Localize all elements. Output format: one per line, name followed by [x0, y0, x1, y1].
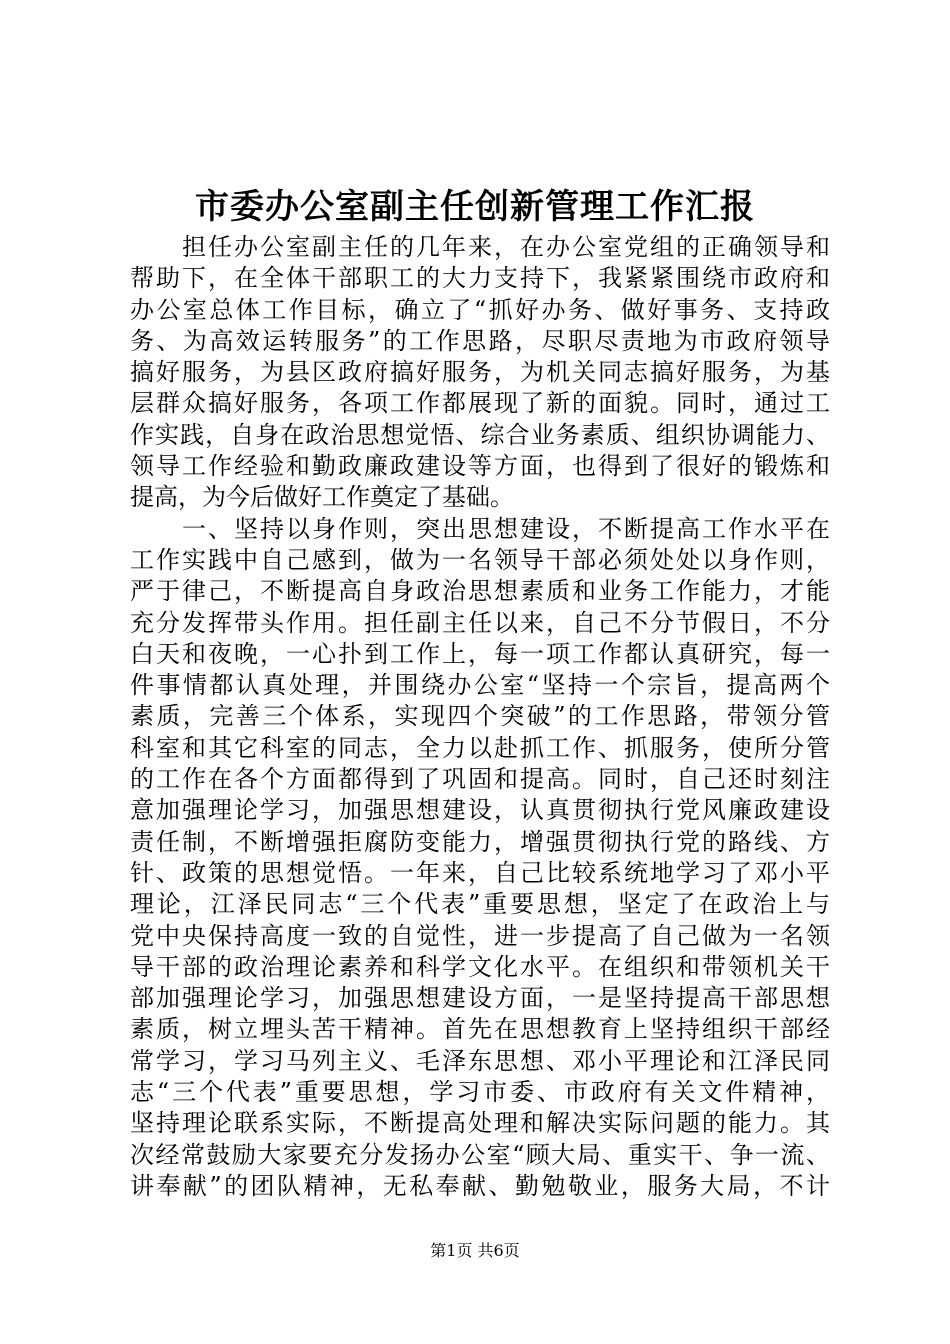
body-line: 工作实践中自己感到，做为一名领导干部必须处处以身作则，	[130, 545, 830, 574]
body-line: 科室和其它科室的同志，全力以赴抓工作、抓服务，使所分管	[130, 733, 830, 762]
body-line: 意加强理论学习，加强思想建设，认真贯彻执行党风廉政建设	[130, 796, 830, 825]
body-line: 责任制，不断增强拒腐防变能力，增强贯彻执行党的路线、方	[130, 827, 830, 856]
body-line: 作实践，自身在政治思想觉悟、综合业务素质、组织协调能力、	[130, 420, 830, 449]
body-line: 讲奉献”的团队精神，无私奉献、勤勉敬业，服务大局，不计	[130, 1171, 830, 1200]
body-line: 次经常鼓励大家要充分发扬办公室“顾大局、重实干、争一流、	[130, 1140, 830, 1169]
body-line: 层群众搞好服务，各项工作都展现了新的面貌。同时，通过工	[130, 389, 830, 418]
body-line: 办公室总体工作目标，确立了“抓好办务、做好事务、支持政	[130, 295, 830, 324]
body-line: 一、坚持以身作则，突出思想建设，不断提高工作水平在	[130, 514, 830, 543]
body-line: 针、政策的思想觉悟。一年来，自己比较系统地学习了邓小平	[130, 858, 830, 887]
document-title: 市委办公室副主任创新管理工作汇报	[195, 187, 755, 227]
body-line: 帮助下，在全体干部职工的大力支持下，我紧紧围绕市政府和	[130, 264, 830, 293]
body-line: 领导工作经验和勤政廉政建设等方面，也得到了很好的锻炼和	[130, 452, 830, 481]
body-line: 导干部的政治理论素养和科学文化水平。在组织和带领机关干	[130, 952, 830, 981]
body-line: 搞好服务，为县区政府搞好服务，为机关同志搞好服务，为基	[130, 358, 830, 387]
body-line: 志“三个代表”重要思想，学习市委、市政府有关文件精神，	[130, 1078, 830, 1107]
body-line: 常学习，学习马列主义、毛泽东思想、邓小平理论和江泽民同	[130, 1046, 830, 1075]
body-line: 件事情都认真处理，并围绕办公室“坚持一个宗旨，提高两个	[130, 671, 830, 700]
body-line: 部加强理论学习，加强思想建设方面，一是坚持提高干部思想	[130, 984, 830, 1013]
page-footer: 第1页 共6页	[430, 1241, 520, 1260]
body-line: 务、为高效运转服务”的工作思路，尽职尽责地为市政府领导	[130, 326, 830, 355]
body-line: 的工作在各个方面都得到了巩固和提高。同时，自己还时刻注	[130, 765, 830, 794]
body-line: 充分发挥带头作用。担任副主任以来，自己不分节假日，不分	[130, 608, 830, 637]
body-line: 党中央保持高度一致的自觉性，进一步提高了自己做为一名领	[130, 921, 830, 950]
body-line: 提高，为今后做好工作奠定了基础。	[130, 483, 514, 512]
document-body	[130, 232, 830, 1202]
body-line: 白天和夜晚，一心扑到工作上，每一项工作都认真研究，每一	[130, 639, 830, 668]
body-line: 理论，江泽民同志“三个代表”重要思想，坚定了在政治上与	[130, 890, 830, 919]
body-line: 担任办公室副主任的几年来，在办公室党组的正确领导和	[130, 233, 830, 261]
body-line: 素质，完善三个体系，实现四个突破”的工作思路，带领分管	[130, 702, 830, 731]
body-line: 严于律己，不断提高自身政治思想素质和业务工作能力，才能	[130, 577, 830, 606]
body-line: 坚持理论联系实际，不断提高处理和解决实际问题的能力。其	[130, 1109, 830, 1138]
body-line: 素质，树立埋头苦干精神。首先在思想教育上坚持组织干部经	[130, 1015, 830, 1044]
